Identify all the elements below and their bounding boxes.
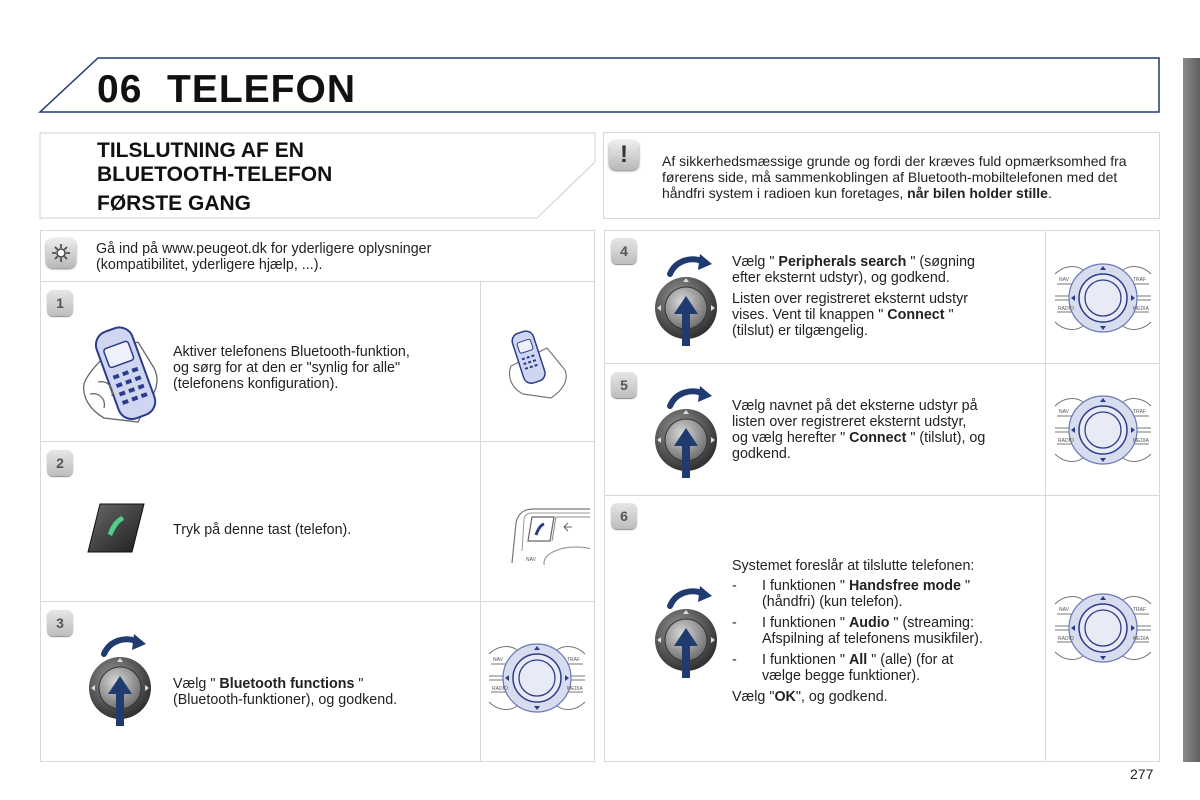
step-6-dash1: - — [732, 578, 737, 594]
label-media-5: MEDIA — [1133, 438, 1149, 444]
controller-diagram-4 — [1053, 260, 1153, 341]
step-4-l1-bold: Peripherals search — [778, 254, 907, 270]
nav-label: NAV — [526, 557, 536, 563]
step-6-i2-bold: Audio — [848, 615, 890, 631]
step-1-text — [173, 344, 410, 392]
warning-text-main: Af sikkerhedsmæssige grunde og fordi der kræves fuld opmærksomhed fra førerens side, må sammenkoblingen af Bluetooth-mobiltelefonen med det håndfri system i radioen kun foretages, — [662, 153, 1127, 201]
step-5-l3-post: " (tilslut), og — [906, 430, 986, 446]
label-radio-4: RADIO — [1058, 306, 1074, 312]
step-6-item3 — [732, 652, 1032, 684]
step-6-i1-pre: I funktionen " — [762, 578, 849, 594]
step-6-text — [732, 558, 1032, 705]
step-6-dash2: - — [732, 615, 737, 631]
chapter-number: 06 — [97, 68, 143, 111]
label-media-6: MEDIA — [1133, 636, 1149, 642]
tip-line1: Gå ind på www.peugeot.dk for yderligere oplysninger — [96, 241, 432, 257]
label-nav-4: NAV — [1059, 277, 1069, 283]
warning-text-end: . — [1047, 185, 1052, 201]
step-3-post: " — [354, 676, 364, 692]
label-radio-5: RADIO — [1058, 438, 1074, 444]
section-title — [97, 139, 332, 216]
step-4-l4-post: " — [944, 307, 954, 323]
tip-text — [96, 241, 431, 273]
rotary-knob-icon-4 — [654, 252, 718, 353]
rotary-knob-icon-6 — [654, 584, 718, 685]
step-6-i3-pre: I funktionen " — [762, 652, 849, 668]
step-4-line3: Listen over registreret eksternt udstyr — [732, 291, 968, 307]
step-4-line5: (tilslut) er tilgængelig. — [732, 323, 868, 339]
step-3-pre: Vælg " — [173, 676, 220, 692]
step-5-line2: listen over registreret eksternt udstyr, — [732, 414, 967, 430]
step-5-number: 5 — [611, 372, 637, 398]
step-4-l4-pre: vises. Vent til knappen " — [732, 307, 888, 323]
step-6-i1-line2: (håndfri) (kun telefon). — [762, 594, 903, 610]
step-1-line1: Aktiver telefonens Bluetooth-funktion, — [173, 344, 410, 360]
step-1-number: 1 — [47, 290, 73, 316]
step-6-final-post: ", og godkend. — [795, 689, 888, 705]
step-3-line2: (Bluetooth-funktioner), og godkend. — [173, 692, 398, 708]
exclamation-icon: ! — [609, 140, 639, 170]
step-6-i1-post: " — [960, 578, 971, 594]
label-media-3: MEDIA — [567, 686, 583, 692]
step-4-text — [732, 254, 975, 339]
dashboard-phone-key-icon — [510, 505, 590, 565]
step-6-i2-line2: Afspilning af telefonens musikfiler). — [762, 631, 983, 647]
step-6-intro: Systemet foreslår at tilslutte telefonen: — [732, 558, 975, 574]
label-traf-3: TRAF — [567, 657, 581, 663]
controller-diagram-6 — [1053, 590, 1153, 671]
label-radio-3: RADIO — [492, 686, 508, 692]
step-6-number: 6 — [611, 503, 637, 529]
controller-diagram-3 — [487, 640, 587, 721]
step-5-line4: godkend. — [732, 446, 791, 462]
chapter-title: TELEFON — [167, 68, 356, 111]
label-radio-6: RADIO — [1058, 636, 1074, 642]
section-title-line3: FØRSTE GANG — [97, 192, 252, 215]
step-3-number: 3 — [47, 610, 73, 636]
step-4-l4-bold: Connect — [887, 307, 945, 323]
small-phone-icon — [503, 326, 573, 402]
label-nav-5: NAV — [1059, 409, 1069, 415]
step-3-text — [173, 676, 397, 708]
step-6-dash3: - — [732, 652, 737, 668]
step-6-i3-line2: vælge begge funktioner). — [762, 668, 921, 684]
step-1-line2: og sørg for at den er "synlig for alle" — [173, 360, 401, 376]
step-2-text: Tryk på denne tast (telefon). — [173, 522, 352, 538]
step-6-item2 — [732, 615, 1032, 647]
section-title-line1: TILSLUTNING AF EN — [97, 139, 304, 162]
side-tab — [1183, 58, 1200, 762]
step-6-final-bold: OK — [774, 689, 796, 705]
step-4-l1-post: " (søgning — [906, 254, 976, 270]
step-6-final-pre: Vælg " — [732, 689, 775, 705]
step-4-line2: efter eksternt udstyr), og godkend. — [732, 270, 950, 286]
label-nav-6: NAV — [1059, 607, 1069, 613]
sun-icon — [46, 238, 76, 268]
step-5-text — [732, 398, 985, 462]
step-6-item1 — [732, 578, 1032, 610]
page-number: 277 — [1130, 766, 1154, 782]
step-4-number: 4 — [611, 238, 637, 264]
rotary-knob-icon-3 — [88, 632, 152, 733]
step-1-line3: (telefonens konfiguration). — [173, 376, 339, 392]
step-5-l3-bold: Connect — [849, 430, 907, 446]
label-media-4: MEDIA — [1133, 306, 1149, 312]
step-2-number: 2 — [47, 450, 73, 476]
tip-line2: (kompatibilitet, yderligere hjælp, ...). — [96, 257, 323, 273]
step-6-i3-post: " (alle) (for at — [867, 652, 954, 668]
phone-key-icon — [86, 502, 146, 554]
warning-text — [662, 153, 1154, 201]
step-6-i2-post: " (streaming: — [889, 615, 974, 631]
label-traf-6: TRAF — [1133, 607, 1147, 613]
controller-diagram-5 — [1053, 392, 1153, 473]
step-3-bold: Bluetooth functions — [219, 676, 355, 692]
step-6-i1-bold: Handsfree mode — [848, 578, 961, 594]
section-title-line2: BLUETOOTH-TELEFON — [97, 163, 333, 186]
step-6-i3-bold: All — [848, 652, 868, 668]
step-4-l1-pre: Vælg " — [732, 254, 779, 270]
step-5-line1: Vælg navnet på det eksterne udstyr på — [732, 398, 978, 414]
rotary-knob-icon-5 — [654, 384, 718, 485]
warning-text-bold: når bilen holder stille — [907, 185, 1048, 201]
label-nav-3: NAV — [493, 657, 503, 663]
label-traf-4: TRAF — [1133, 277, 1147, 283]
label-traf-5: TRAF — [1133, 409, 1147, 415]
phone-in-hand-icon — [78, 322, 168, 424]
step-5-l3-pre: og vælg herefter " — [732, 430, 850, 446]
step-6-i2-pre: I funktionen " — [762, 615, 849, 631]
